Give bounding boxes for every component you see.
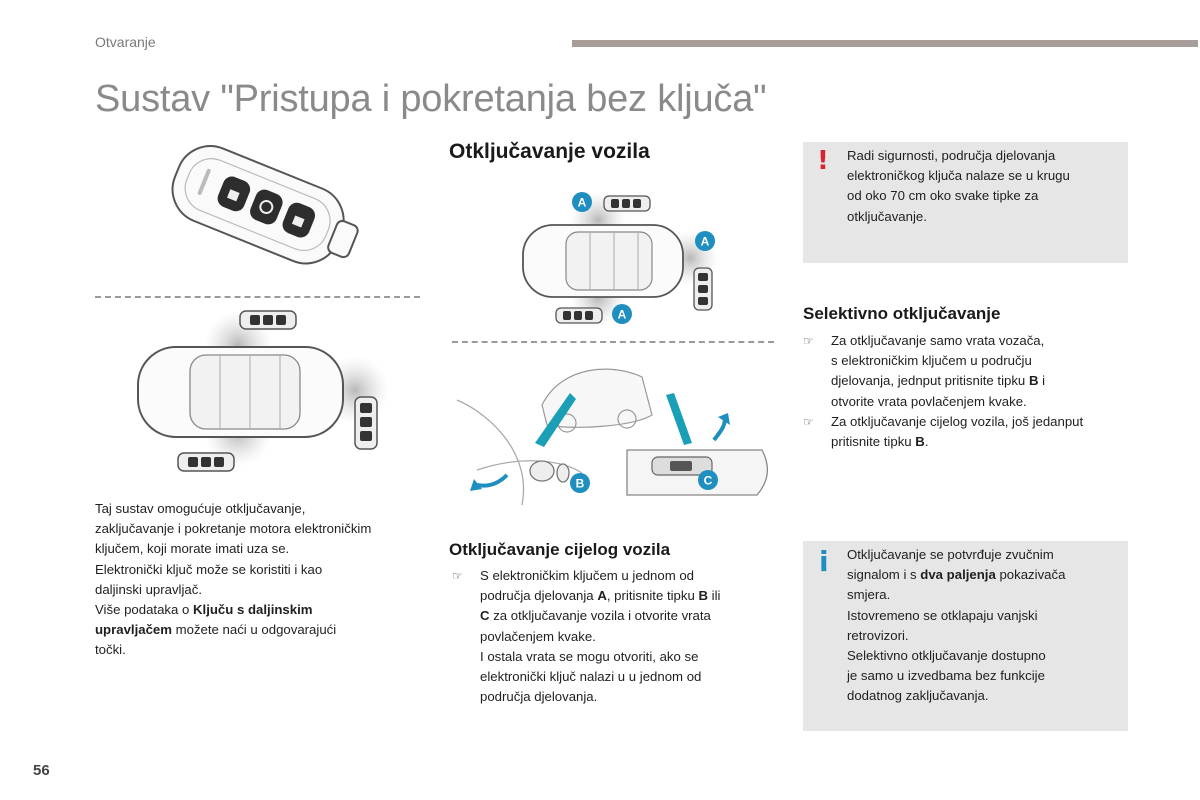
callout-a-bottom: A [617,307,627,322]
warning-text: Radi sigurnosti, područja djelovanja elektroničkog ključa nalaze se u krugu od oko 70 cm oko svake tipke za otključavanje. [847,148,1070,224]
key-reference-bold: Ključu s daljinskim [193,602,313,618]
key-reference-bold: upravljačem [95,622,172,638]
header-rule [572,40,1198,47]
bullet-marker-icon: ☞ [803,414,814,429]
selective-text [803,331,1143,452]
divider-dashed-middle [452,341,774,343]
key-fob-illustration [150,145,370,280]
door-handle-tailgate-diagram [452,355,774,525]
info-text: Otključavanje se potvrđuje zvučnim signalom i s dva paljenja pokazivača smjera. Istovremeno se otklapaju vanjski retrovizori. Selektivno otključavanje dostupno je samo u izvedbama bez funkcije dodatnog zaključavanja. [847,547,1066,704]
unlock-whole-text [452,566,782,707]
section-label: Otvaranje [95,34,156,50]
car-zones-illustration [130,305,405,490]
intro-line: Taj sustav omogućuje otključavanje, [95,501,306,516]
intro-line: upravljačem možete naći u odgovarajući [95,622,337,638]
heading-selective-unlock: Selektivno otključavanje [803,304,1001,323]
list-item: ☞ S elektroničkim ključem u jednom od područja djelovanja A, pritisnite tipku B ili C za otključavanje vozila i otvorite vrata povlačenjem kvake. I ostala vrata se mogu otvoriti, ako se elektronički ključ nalazi u u jednom od područja djelovanja. [452,568,721,705]
intro-line: ključem, koji morate imati uza se. [95,541,290,557]
intro-line: Više podataka o Ključu s daljinskim [95,602,313,618]
callout-a-right: A [700,234,710,249]
selective-list [803,331,1143,452]
heading-unlock-vehicle: Otključavanje vozila [449,140,650,163]
page-number: 56 [33,762,50,779]
warning-icon: ! [817,146,829,176]
list-item: ☞ Za otključavanje samo vrata vozača, s elektroničkim ključem u području djelovanja, jednput pritisnite tipku B i otvorite vrata povlačenjem kvake. [803,333,1046,409]
unlock-zones-diagram [518,190,728,335]
callout-a-top: A [577,195,587,210]
info-box [803,541,1128,731]
intro-line: točki. [95,642,126,658]
callout-c: C [703,473,713,488]
unlock-whole-list [452,566,782,707]
bullet-marker-icon: ☞ [803,334,814,348]
list-item: ☞ Za otključavanje cijelog vozila, još jedanput pritisnite tipku B. [803,413,1084,450]
heading-unlock-whole-vehicle: Otključavanje cijelog vozila [449,540,671,559]
warning-box [803,142,1128,263]
callout-b: B [575,476,585,491]
info-icon: i [819,545,829,578]
intro-line: Elektronički ključ može se koristiti i kao [95,561,323,577]
page-title: Sustav "Pristupa i pokretanja bez ključa" [95,78,767,120]
intro-paragraph [95,499,425,661]
intro-line: zaključavanje i pokretanje motora elektroničkim [95,521,372,537]
divider-dashed-left [95,296,420,298]
bullet-marker-icon: ☞ [452,569,463,583]
intro-line: daljinski upravljač. [95,581,203,597]
